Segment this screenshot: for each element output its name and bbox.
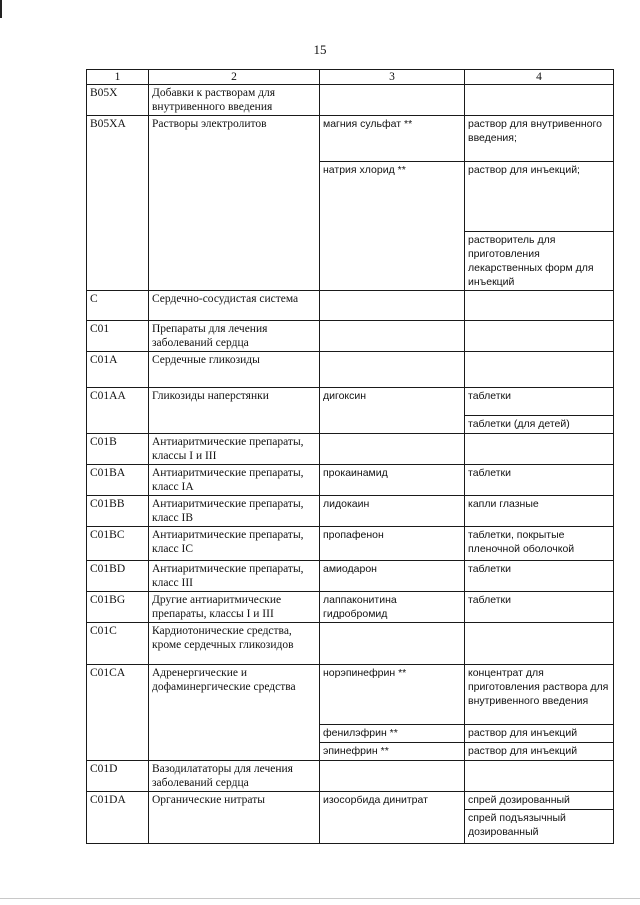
substance-cell: амиодарон: [320, 561, 465, 592]
table-row: [87, 623, 614, 665]
atc-code-cell: C01: [87, 321, 149, 352]
anatomical-group-cell: Органические нитраты: [149, 792, 320, 844]
dosage-form-cell: [465, 434, 614, 465]
dosage-form-cell: таблетки: [465, 592, 614, 623]
anatomical-group-cell: Вазодилататоры для лечения заболеваний сердца: [149, 761, 320, 792]
atc-code-cell: C01C: [87, 623, 149, 665]
substance-cell: эпинефрин **: [320, 743, 465, 761]
dosage-form-cell: таблетки (для детей): [465, 416, 614, 434]
dosage-form-cell: [465, 321, 614, 352]
dosage-form-cell: [465, 291, 614, 321]
dosage-form-cell: раствор для внутривенного введения;: [465, 116, 614, 162]
table-row: [87, 116, 614, 162]
table-row: [87, 352, 614, 388]
dosage-form-cell: раствор для инъекций: [465, 725, 614, 743]
atc-code-cell: C01CA: [87, 665, 149, 761]
atc-code-cell: B05X: [87, 85, 149, 116]
atc-code-cell: C01A: [87, 352, 149, 388]
dosage-form-cell: [465, 761, 614, 792]
page-number: 15: [313, 42, 327, 57]
substance-cell: [320, 291, 465, 321]
anatomical-group-cell: Антиаритмические препараты, класс IB: [149, 496, 320, 527]
substance-cell: [320, 761, 465, 792]
anatomical-group-cell: Антиаритмические препараты, класс III: [149, 561, 320, 592]
substance-cell: лаппаконитина гидробромид: [320, 592, 465, 623]
table-row: [87, 592, 614, 623]
dosage-form-cell: таблетки, покрытые пленочной оболочкой: [465, 527, 614, 561]
dosage-form-cell: раствор для инъекций: [465, 743, 614, 761]
anatomical-group-cell: Сердечные гликозиды: [149, 352, 320, 388]
substance-cell: изосорбида динитрат: [320, 792, 465, 844]
anatomical-group-cell: Антиаритмические препараты, классы I и III: [149, 434, 320, 465]
substance-cell: [320, 434, 465, 465]
atc-code-cell: B05XA: [87, 116, 149, 291]
atc-code-cell: C01D: [87, 761, 149, 792]
anatomical-group-cell: Адренергические и дофаминергические средства: [149, 665, 320, 761]
substance-cell: норэпинефрин **: [320, 665, 465, 725]
dosage-form-cell: спрей дозированный: [465, 792, 614, 810]
substance-cell: дигоксин: [320, 388, 465, 434]
substance-cell: лидокаин: [320, 496, 465, 527]
anatomical-group-cell: Другие антиаритмические препараты, классы I и III: [149, 592, 320, 623]
substance-cell: фенилэфрин **: [320, 725, 465, 743]
substance-cell: [320, 321, 465, 352]
margin-mark: [0, 0, 2, 18]
atc-code-cell: C01BC: [87, 527, 149, 561]
atc-code-cell: C01BB: [87, 496, 149, 527]
dosage-form-cell: таблетки: [465, 388, 614, 416]
substance-cell: прокаинамид: [320, 465, 465, 496]
table-row: [87, 291, 614, 321]
table-row: [87, 85, 614, 116]
anatomical-group-cell: Растворы электролитов: [149, 116, 320, 291]
substance-cell: магния сульфат **: [320, 116, 465, 162]
substance-cell: [320, 623, 465, 665]
table-row: [87, 496, 614, 527]
header-cell-substance: 3: [320, 70, 465, 85]
header-cell-code: 1: [87, 70, 149, 85]
header-cell-form: 4: [465, 70, 614, 85]
dosage-form-cell: [465, 85, 614, 116]
anatomical-group-cell: Гликозиды наперстянки: [149, 388, 320, 434]
dosage-form-cell: концентрат для приготовления раствора для внутривенного введения: [465, 665, 614, 725]
scan-edge-line: [0, 898, 640, 899]
substance-cell: пропафенон: [320, 527, 465, 561]
table-row: [87, 561, 614, 592]
atc-code-cell: C: [87, 291, 149, 321]
atc-code-cell: C01BD: [87, 561, 149, 592]
anatomical-group-cell: Антиаритмические препараты, класс IA: [149, 465, 320, 496]
header-cell-group: 2: [149, 70, 320, 85]
table-row: [87, 527, 614, 561]
header-row: [87, 70, 614, 85]
atc-code-cell: C01DA: [87, 792, 149, 844]
dosage-form-cell: растворитель для приготовления лекарственных форм для инъекций: [465, 232, 614, 291]
anatomical-group-cell: Антиаритмические препараты, класс IC: [149, 527, 320, 561]
anatomical-group-cell: Добавки к растворам для внутривенного введения: [149, 85, 320, 116]
dosage-form-cell: таблетки: [465, 561, 614, 592]
table-row: [87, 792, 614, 810]
dosage-form-cell: [465, 352, 614, 388]
table-row: [87, 665, 614, 725]
table-row: [87, 761, 614, 792]
atc-code-cell: C01BG: [87, 592, 149, 623]
drug-classification-table: [86, 69, 614, 844]
dosage-form-cell: раствор для инъекций;: [465, 162, 614, 232]
dosage-form-cell: [465, 623, 614, 665]
anatomical-group-cell: Кардиотонические средства, кроме сердечных гликозидов: [149, 623, 320, 665]
table-row: [87, 434, 614, 465]
anatomical-group-cell: Сердечно-сосудистая система: [149, 291, 320, 321]
dosage-form-cell: таблетки: [465, 465, 614, 496]
atc-code-cell: C01B: [87, 434, 149, 465]
atc-code-cell: C01AA: [87, 388, 149, 434]
substance-cell: [320, 85, 465, 116]
table-row: [87, 388, 614, 416]
dosage-form-cell: капли глазные: [465, 496, 614, 527]
table-row: [87, 465, 614, 496]
atc-code-cell: C01BA: [87, 465, 149, 496]
substance-cell: [320, 352, 465, 388]
anatomical-group-cell: Препараты для лечения заболеваний сердца: [149, 321, 320, 352]
dosage-form-cell: спрей подъязычный дозированный: [465, 810, 614, 844]
table-row: [87, 321, 614, 352]
substance-cell: натрия хлорид **: [320, 162, 465, 291]
